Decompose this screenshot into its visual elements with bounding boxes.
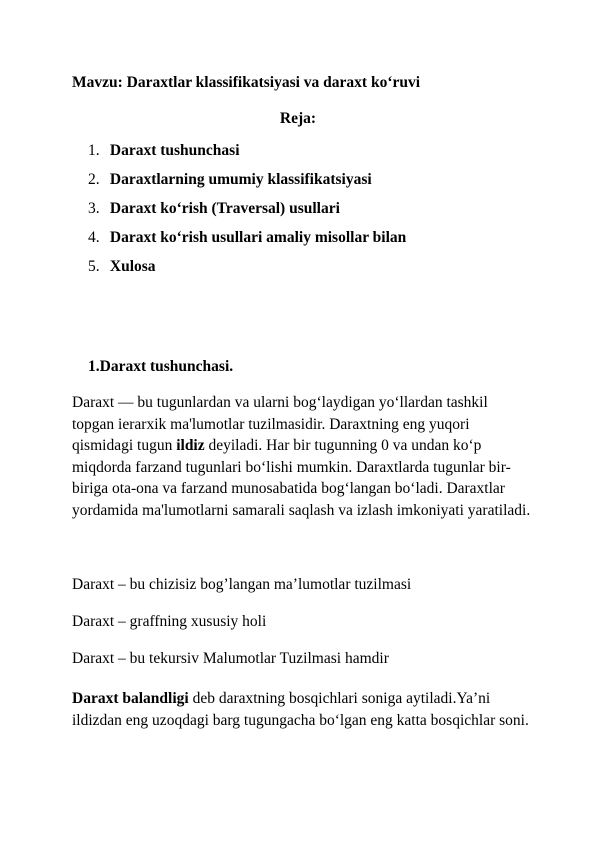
plan-heading: Reja: bbox=[279, 110, 317, 127]
plan-item-number: 1. bbox=[88, 142, 100, 159]
plan-list bbox=[88, 142, 406, 287]
height-paragraph bbox=[72, 688, 532, 731]
plan-item-text: Daraxt tushunchasi bbox=[109, 142, 240, 159]
plan-item-text: Daraxtlarning umumiy klassifikatsiyasi bbox=[109, 171, 372, 188]
root-term: ildiz bbox=[176, 437, 205, 454]
plan-item-number: 3. bbox=[88, 200, 100, 217]
plan-item-number: 2. bbox=[88, 171, 100, 188]
paragraph-text: Daraxt — bu tugunlardan va ularni bog‘laydigan yo‘llardan tashkil topgan ierarxik ma'lumotlar tuzilmasidir. Daraxtning eng yuqori qismidagi tugun bbox=[72, 394, 488, 454]
document-title: Mavzu: Daraxtlar klassifikatsiyasi va daraxt ko‘ruvi bbox=[72, 74, 421, 91]
plan-item-number: 4. bbox=[88, 229, 100, 246]
statement-line: Daraxt – bu tekursiv Malumotlar Tuzilmasi hamdir bbox=[72, 650, 389, 667]
height-term: Daraxt balandligi bbox=[72, 690, 189, 707]
plan-item bbox=[88, 171, 406, 200]
plan-item bbox=[88, 142, 406, 171]
section-heading: 1.Daraxt tushunchasi. bbox=[88, 358, 234, 375]
plan-item bbox=[88, 258, 406, 287]
plan-item-number: 5. bbox=[88, 258, 100, 275]
plan-item-text: Daraxt ko‘rish (Traversal) usullari bbox=[109, 200, 340, 217]
statement-line: Daraxt – bu chizisiz bog’langan ma’lumotlar tuzilmasi bbox=[72, 576, 412, 593]
plan-item bbox=[88, 200, 406, 229]
plan-item-text: Xulosa bbox=[109, 258, 156, 275]
paragraph-text: deyiladi. Har bir tugunning 0 va undan ko‘p miqdorda farzand tugunlari bo‘lishi mumkin. Daraxtlarda tugunlar bir-biriga ota-ona va farzand munosabatida bog‘langan bo‘ladi. Daraxtlar yordamida ma'lumotlarni samarali saqlash va izlash imkoniyati yaratiladi. bbox=[72, 437, 531, 519]
definition-paragraph bbox=[72, 392, 532, 521]
plan-item bbox=[88, 229, 406, 258]
statement-line: Daraxt – graffning xususiy holi bbox=[72, 613, 267, 630]
plan-item-text: Daraxt ko‘rish usullari amaliy misollar bilan bbox=[109, 229, 407, 246]
paragraph-text: deb daraxtning bosqichlari soniga aytiladi.Ya’ni ildizdan eng uzoqdagi barg tugungacha bo‘lgan eng katta bosqichlar soni. bbox=[72, 690, 529, 729]
